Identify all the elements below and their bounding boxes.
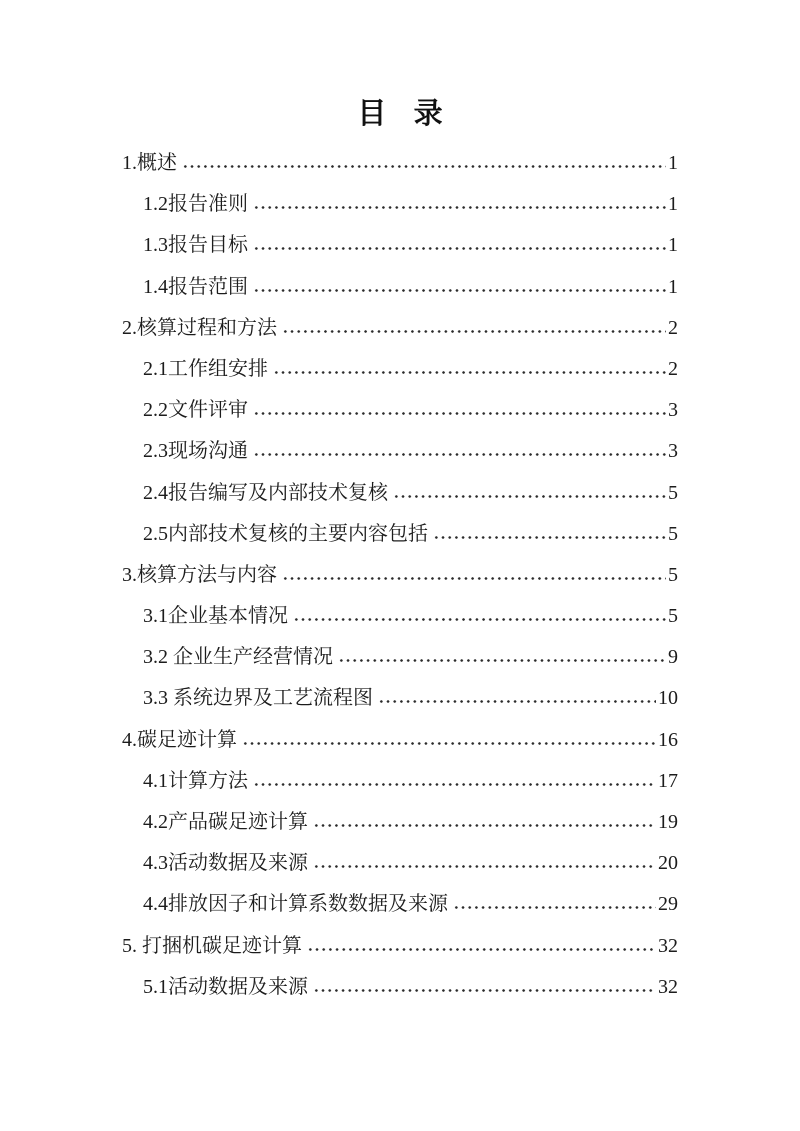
toc-entry-label: 4.3活动数据及来源 <box>143 852 308 875</box>
toc-entry[interactable] <box>122 843 678 884</box>
toc-entry[interactable] <box>122 884 678 925</box>
dot-leader <box>253 411 666 416</box>
toc-entry[interactable] <box>122 431 678 472</box>
toc-entry-page: 1 <box>668 275 678 298</box>
toc-entry-page: 32 <box>658 975 678 998</box>
dot-leader <box>453 905 656 910</box>
dot-leader <box>433 535 666 540</box>
dot-leader <box>253 288 666 293</box>
dot-leader <box>313 988 656 993</box>
toc-entry-page: 5 <box>668 522 678 545</box>
dot-leader <box>313 823 656 828</box>
toc-entry[interactable] <box>122 761 678 802</box>
toc-entry-page: 3 <box>668 399 678 422</box>
toc-entry-label: 2.2文件评审 <box>143 399 248 422</box>
toc-entry-page: 32 <box>658 934 678 957</box>
toc-entry-page: 5 <box>668 563 678 586</box>
toc-entry[interactable] <box>122 514 678 555</box>
toc-entry[interactable] <box>122 308 678 349</box>
dot-leader <box>313 864 656 869</box>
dot-leader <box>378 699 656 704</box>
toc-entry[interactable] <box>122 967 678 1008</box>
toc-entry-page: 10 <box>658 687 678 710</box>
dot-leader <box>282 329 666 334</box>
toc-entry[interactable] <box>122 390 678 431</box>
toc-entry-label: 3.1企业基本情况 <box>143 605 288 628</box>
toc-entry[interactable] <box>122 802 678 843</box>
toc-entry[interactable] <box>122 143 678 184</box>
toc-entry-label: 2.核算过程和方法 <box>122 316 277 339</box>
toc-entry-label: 4.2产品碳足迹计算 <box>143 811 308 833</box>
toc-entry-label: 3.核算方法与内容 <box>122 563 277 586</box>
toc-entry[interactable] <box>122 225 678 266</box>
toc-entry-label: 1.4报告范围 <box>143 275 248 298</box>
toc-entry[interactable] <box>122 596 678 637</box>
toc-entry-page: 2 <box>668 316 678 339</box>
toc-entry-label: 4.4排放因子和计算系数数据及来源 <box>143 893 448 916</box>
toc-entry-label: 4.1计算方法 <box>143 769 248 792</box>
dot-leader <box>253 205 666 210</box>
dot-leader <box>282 576 666 581</box>
toc-entry-page: 5 <box>668 605 678 628</box>
dot-leader <box>253 246 666 251</box>
dot-leader <box>393 494 666 499</box>
toc-entry-label: 2.4报告编写及内部技术复核 <box>143 481 388 504</box>
dot-leader <box>182 164 666 169</box>
toc-entry-label: 1.2报告准则 <box>143 193 248 216</box>
toc-entry-page: 19 <box>658 811 678 833</box>
dot-leader <box>253 782 656 787</box>
toc-entry-label: 5.1活动数据及来源 <box>143 975 308 998</box>
dot-leader <box>273 370 666 375</box>
toc-entry[interactable] <box>122 926 678 967</box>
toc-entry-label: 3.2 企业生产经营情况 <box>143 646 333 669</box>
toc-entry-label: 4.碳足迹计算 <box>122 728 237 751</box>
toc-entry-page: 1 <box>668 193 678 216</box>
toc-entry[interactable] <box>122 720 678 761</box>
toc-list <box>122 143 678 1008</box>
dot-leader <box>242 741 656 746</box>
toc-entry-label: 2.3现场沟通 <box>143 440 248 463</box>
dot-leader <box>338 658 666 663</box>
toc-entry[interactable] <box>122 473 678 514</box>
toc-entry-label: 2.5内部技术复核的主要内容包括 <box>143 522 428 545</box>
toc-entry-page: 17 <box>658 769 678 792</box>
toc-entry[interactable] <box>122 637 678 678</box>
toc-entry-page: 2 <box>668 357 678 380</box>
dot-leader <box>293 617 666 622</box>
dot-leader <box>307 947 656 952</box>
dot-leader <box>253 452 666 457</box>
toc-entry-page: 5 <box>668 481 678 504</box>
toc-entry-label: 2.1工作组安排 <box>143 357 268 380</box>
toc-entry-page: 16 <box>658 728 678 751</box>
toc-entry[interactable] <box>122 678 678 719</box>
toc-entry-page: 3 <box>668 440 678 463</box>
toc-entry-label: 5. 打捆机碳足迹计算 <box>122 934 302 957</box>
toc-entry[interactable] <box>122 555 678 596</box>
toc-entry-label: 1.概述 <box>122 152 177 174</box>
page-title: 目 录 <box>357 98 453 130</box>
toc-entry-label: 3.3 系统边界及工艺流程图 <box>143 687 373 710</box>
toc-entry-page: 1 <box>668 152 678 174</box>
toc-entry[interactable] <box>122 267 678 308</box>
toc-entry-label: 1.3报告目标 <box>143 234 248 257</box>
toc-entry-page: 9 <box>668 646 678 669</box>
toc-entry-page: 20 <box>658 852 678 875</box>
toc-entry[interactable] <box>122 184 678 225</box>
toc-entry-page: 29 <box>658 893 678 916</box>
toc-entry[interactable] <box>122 349 678 390</box>
toc-entry-page: 1 <box>668 234 678 257</box>
